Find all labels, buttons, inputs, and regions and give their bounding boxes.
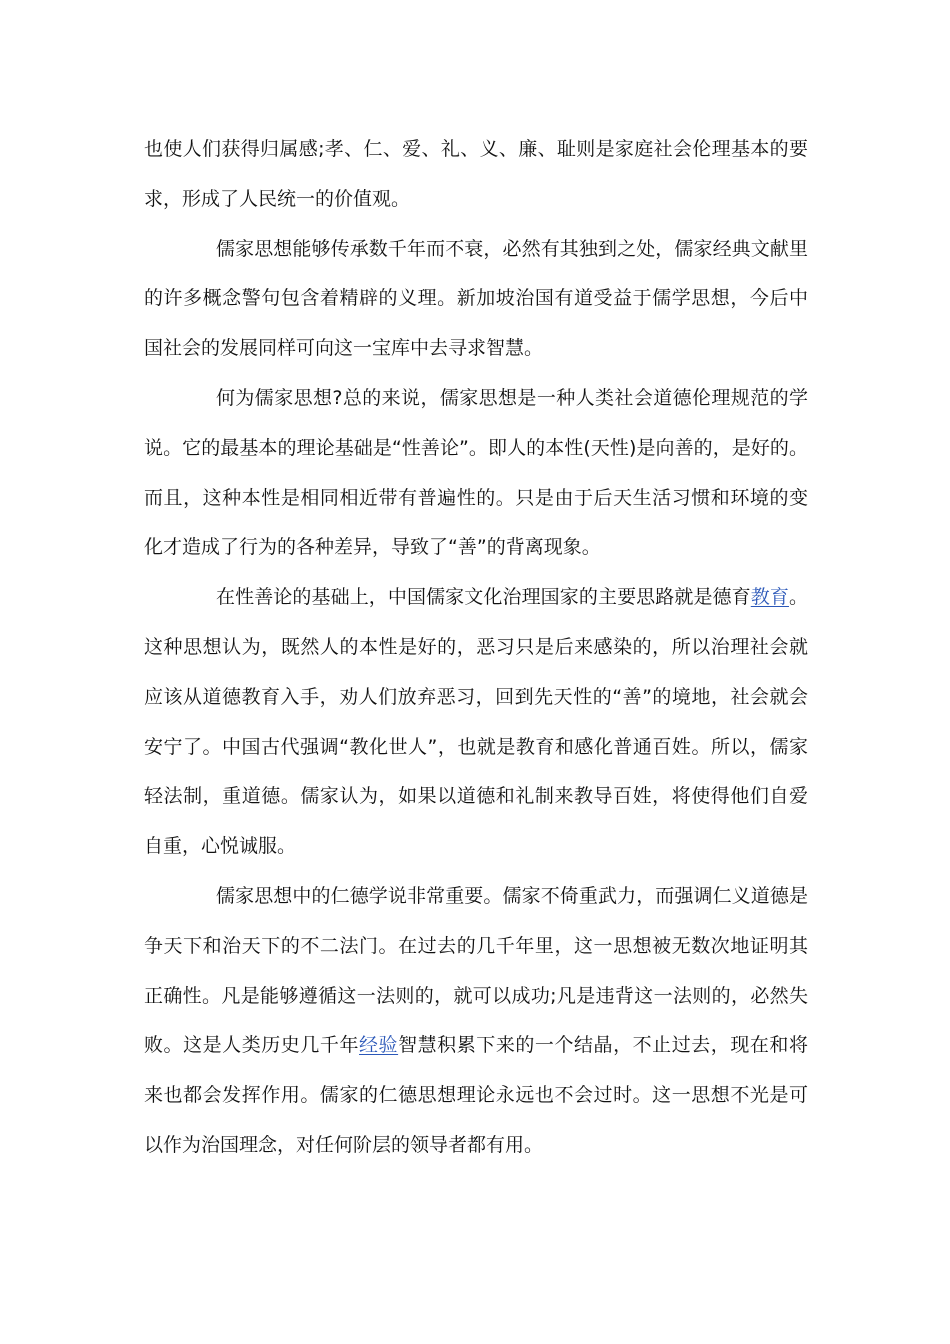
document-body: [144, 125, 808, 1171]
paragraph: [144, 374, 808, 573]
paragraph: [144, 573, 808, 872]
paragraph-text: 在性善论的基础上，中国儒家文化治理国家的主要思路就是德育: [216, 586, 751, 609]
paragraph-text: 何为儒家思想?总的来说，儒家思想是一种人类社会道德伦理规范的学说。它的最基本的理论基础是“性善论”。即人的本性(天性)是向善的，是好的。而且，这种本性是相同相近带有普遍性的。只是由于后天生活习惯和环境的变化才造成了行为的各种差异，导致了“善”的背离现象。: [144, 386, 808, 559]
paragraph-text: 。这种思想认为，既然人的本性是好的，恶习只是后来感染的，所以治理社会就应该从道德教育入手，劝人们放弃恶习，回到先天性的“善”的境地，社会就会安宁了。中国古代强调“教化世人”，也就是教育和感化普通百姓。所以，儒家轻法制，重道德。儒家认为，如果以道德和礼制来教导百姓，将使得他们自爱自重，心悦诚服。: [144, 586, 808, 858]
paragraph: [144, 125, 808, 225]
paragraph: [144, 872, 808, 1171]
paragraph-text: 儒家思想能够传承数千年而不衰，必然有其独到之处，儒家经典文献里的许多概念警句包含着精辟的义理。新加坡治国有道受益于儒学思想，今后中国社会的发展同样可向这一宝库中去寻求智慧。: [144, 237, 808, 360]
paragraph: [144, 225, 808, 374]
experience-link[interactable]: 经验: [359, 1034, 399, 1057]
paragraph-text: 也使人们获得归属感;孝、仁、爱、礼、义、廉、耻则是家庭社会伦理基本的要求，形成了人民统一的价值观。: [144, 138, 808, 210]
paragraph-text: 智慧积累下来的一个结晶，不止过去，现在和将来也都会发挥作用。儒家的仁德思想理论永远也不会过时。这一思想不光是可以作为治国理念，对任何阶层的领导者都有用。: [144, 1034, 808, 1156]
paragraph-text: 儒家思想中的仁德学说非常重要。儒家不倚重武力，而强调仁义道德是争天下和治天下的不二法门。在过去的几千年里，这一思想被无数次地证明其正确性。凡是能够遵循这一法则的，就可以成功;凡是违背这一法则的，必然失败。这是人类历史几千年: [144, 884, 808, 1057]
education-link[interactable]: 教育: [750, 586, 789, 609]
